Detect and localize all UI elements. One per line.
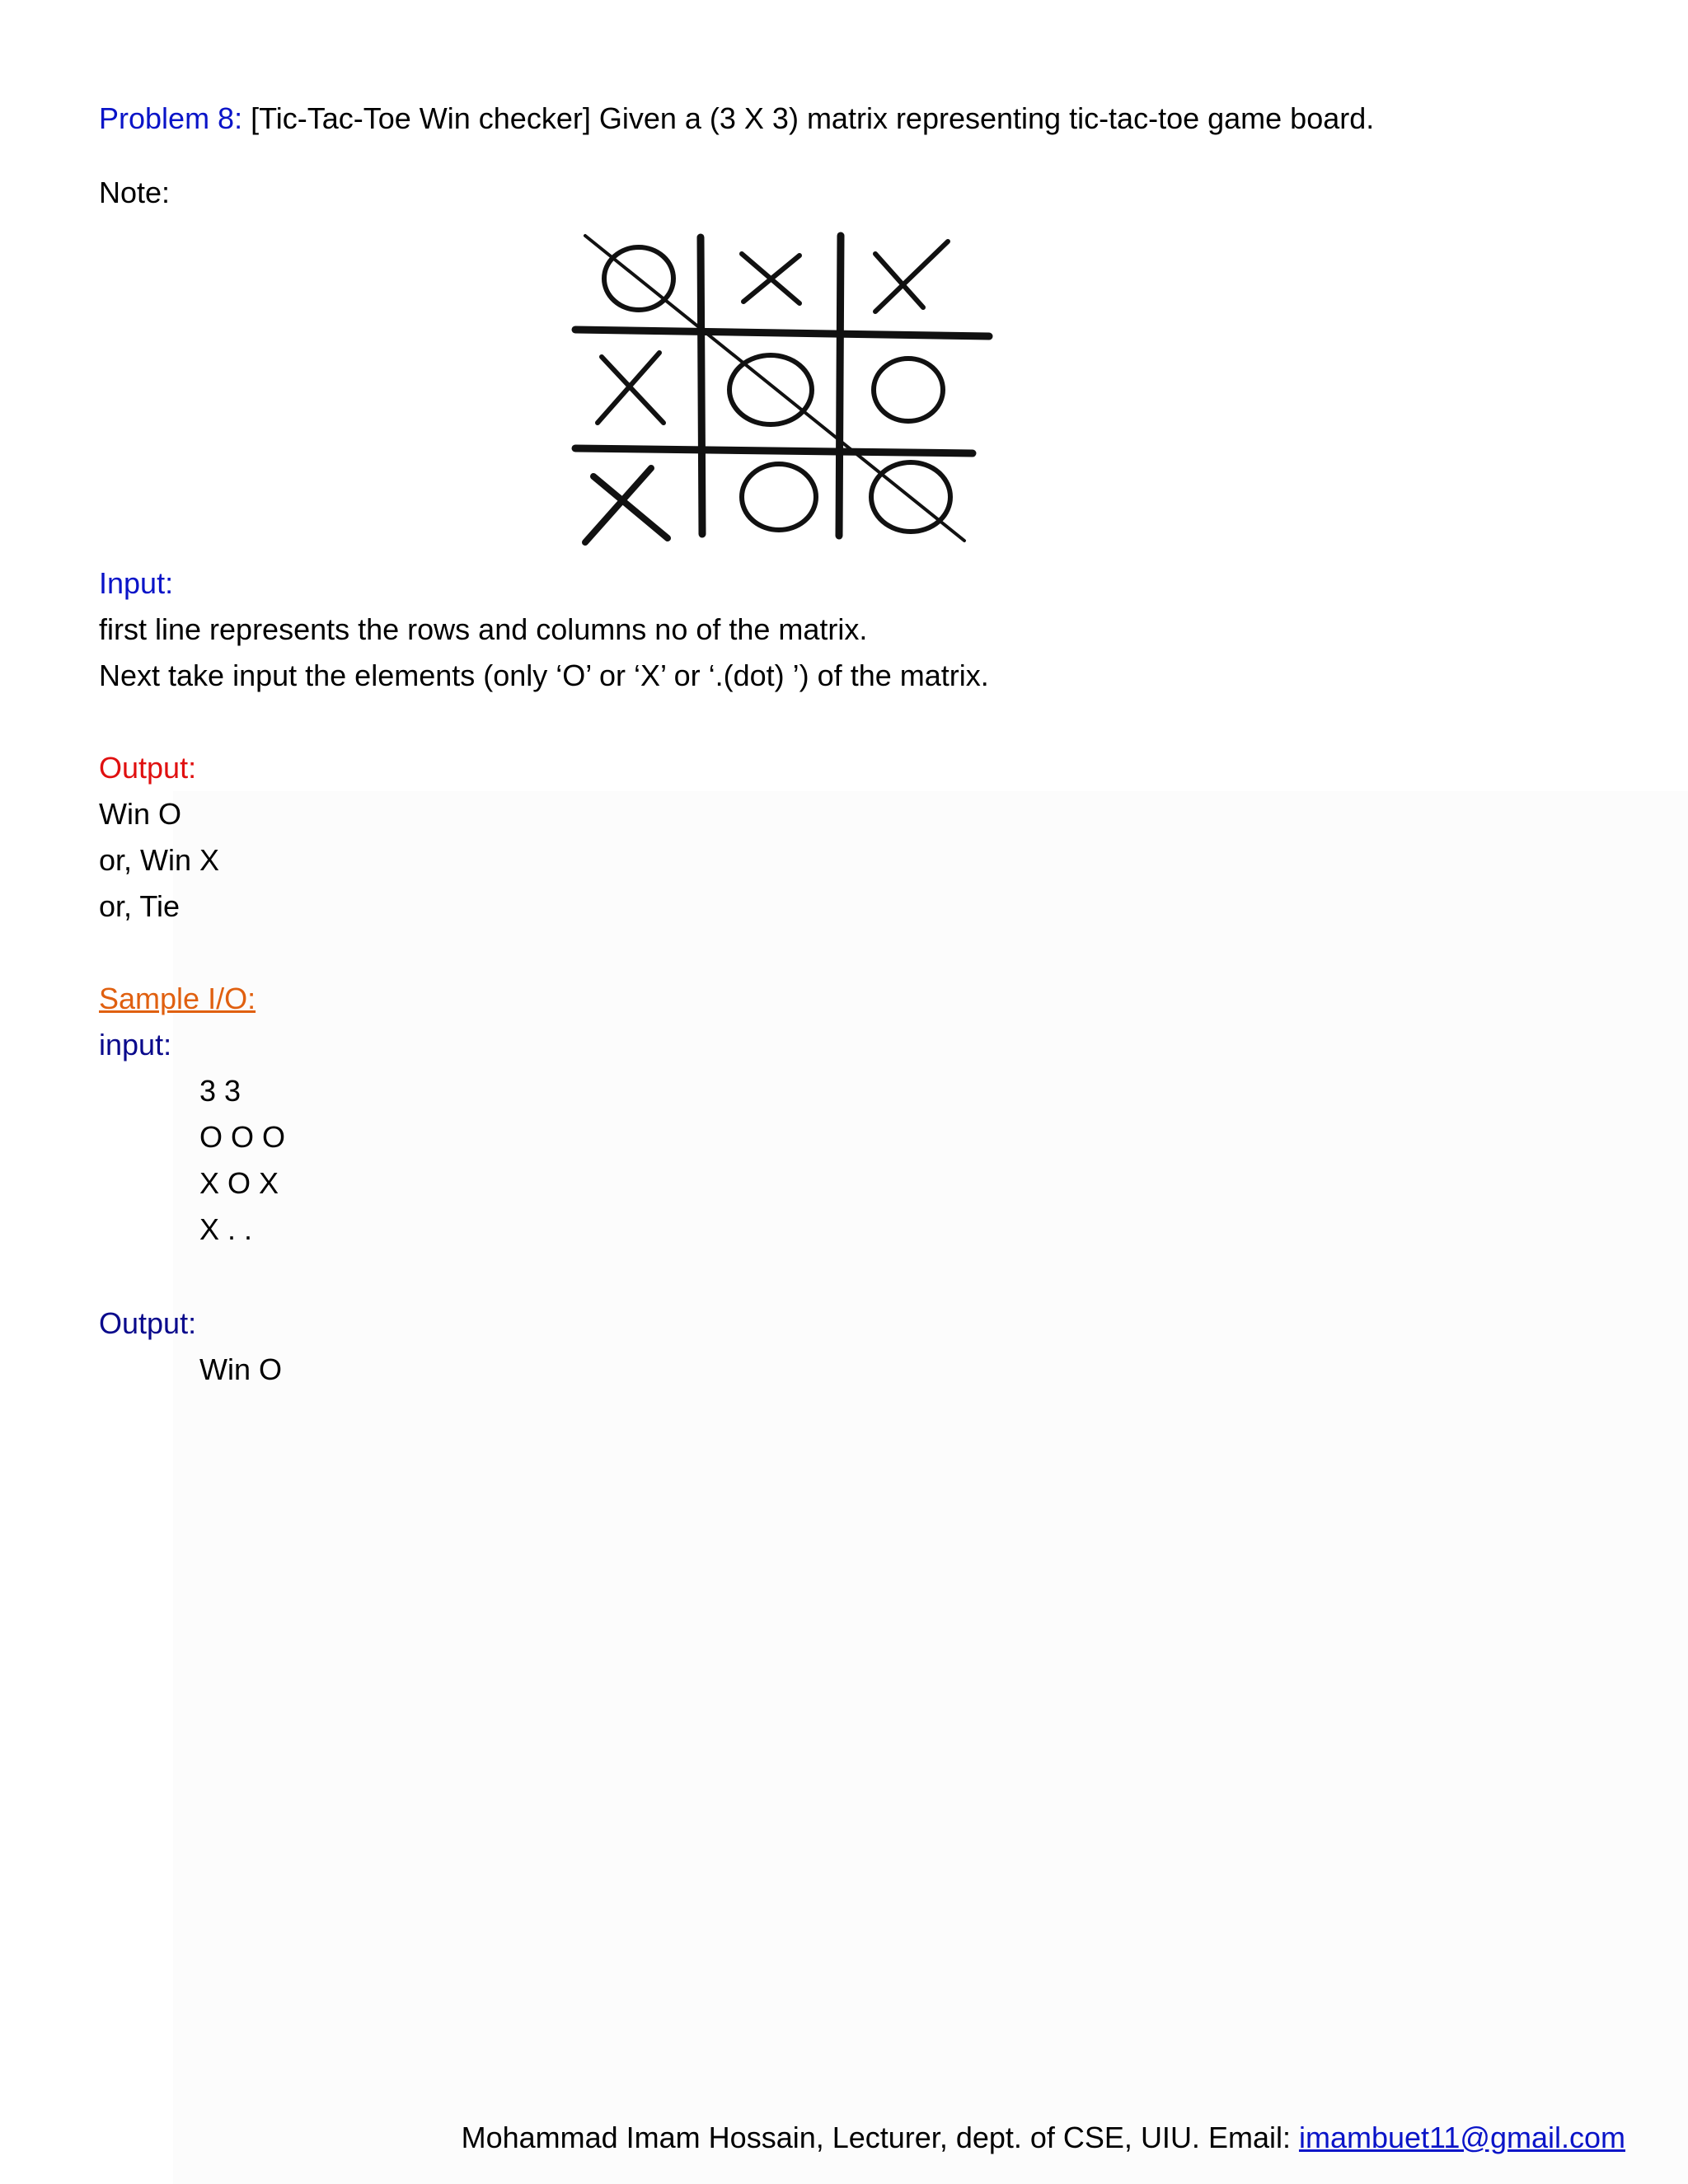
sample-input-label: input:	[99, 1028, 172, 1062]
page-background-shade	[173, 791, 1688, 2184]
footer	[462, 2120, 1625, 2156]
problem-label: Problem 8:	[99, 101, 243, 135]
cell-1-2-o	[874, 359, 943, 421]
sample-heading: Sample I/O:	[99, 982, 256, 1015]
footer-email-link[interactable]: imambuet11@gmail.com	[1298, 2121, 1625, 2154]
sample-input-line: X . .	[199, 1212, 253, 1246]
output-heading: Output:	[99, 751, 197, 785]
cell-1-1-o	[729, 355, 812, 424]
cell-2-1-o	[742, 464, 816, 530]
sample-output-label: Output:	[99, 1306, 197, 1340]
input-line: Next take input the elements (only ‘O’ or ‘X’ or ‘.(dot) ’) of the matrix.	[99, 658, 989, 692]
cell-0-2-x	[875, 241, 948, 312]
output-line: Win O	[99, 797, 182, 831]
problem-statement	[99, 101, 1374, 137]
cell-0-1-x	[742, 254, 799, 303]
grid-line	[701, 237, 702, 534]
output-line: or, Win X	[99, 843, 220, 877]
grid-line	[839, 236, 841, 536]
sample-input-line: X O X	[199, 1166, 279, 1200]
sample-input-line: O O O	[199, 1120, 286, 1154]
cell-1-0-x	[598, 353, 663, 423]
input-line: first line represents the rows and columns no of the matrix.	[99, 612, 868, 646]
tic-tac-toe-board-image	[569, 229, 1014, 559]
sample-input-line: 3 3	[199, 1074, 241, 1108]
grid-line	[575, 448, 973, 453]
output-line: or, Tie	[99, 889, 181, 923]
problem-text: [Tic-Tac-Toe Win checker] Given a (3 X 3) matrix representing tic-tac-toe game board.	[242, 101, 1375, 135]
grid-line	[575, 330, 989, 336]
input-heading: Input:	[99, 566, 174, 600]
sample-output-line: Win O	[199, 1352, 283, 1386]
note-label: Note:	[99, 176, 171, 209]
footer-author-text: Mohammad Imam Hossain, Lecturer, dept. of CSE, UIU. Email:	[461, 2121, 1299, 2154]
cell-2-0-x	[585, 468, 668, 542]
